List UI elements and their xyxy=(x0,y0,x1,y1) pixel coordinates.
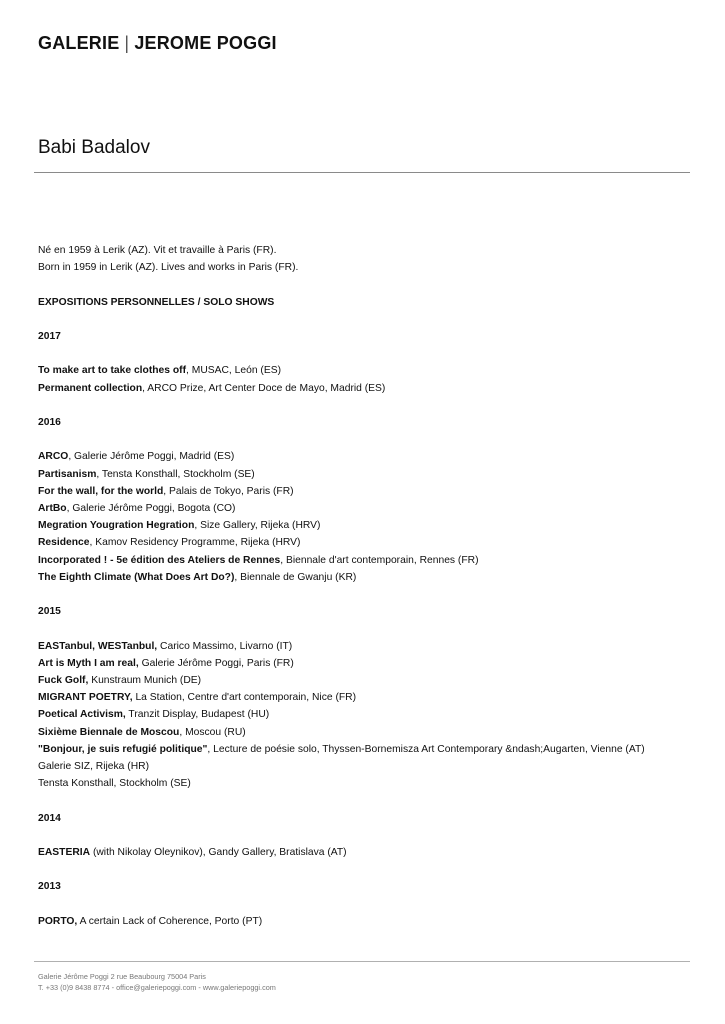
exhibition-item xyxy=(38,517,698,534)
cv-content xyxy=(38,242,698,930)
exhibition-venue: , Tensta Konsthall, Stockholm (SE) xyxy=(96,468,255,480)
exhibition-title: For the wall, for the world xyxy=(38,485,164,497)
exhibition-venue: , ARCO Prize, Art Center Doce de Mayo, Madrid (ES) xyxy=(142,382,386,394)
exhibition-title: PORTO, xyxy=(38,915,78,927)
exhibition-title: Sixième Biennale de Moscou xyxy=(38,726,180,738)
exhibition-venue: (with Nikolay Oleynikov), Gandy Gallery, Bratislava (AT) xyxy=(90,846,347,858)
exhibition-item xyxy=(38,775,698,792)
year-heading: 2014 xyxy=(38,812,61,824)
footer-contact: T. +33 (0)9 8438 8774 - office@galeriepoggi.com - www.galeriepoggi.com xyxy=(38,983,276,992)
exhibition-venue: Carico Massimo, Livarno (IT) xyxy=(157,640,293,652)
exhibition-venue: , Galerie Jérôme Poggi, Bogota (CO) xyxy=(66,502,236,514)
year-heading: 2013 xyxy=(38,881,61,893)
exhibition-title: Partisanism xyxy=(38,468,97,480)
exhibition-venue: La Station, Centre d'art contemporain, Nice (FR) xyxy=(132,692,357,704)
exhibition-title: "Bonjour, je suis refugié politique" xyxy=(38,743,208,755)
exhibition-venue: , Lecture de poésie solo, Thyssen-Bornemisza Art Contemporary &ndash;Augarten, Vienne (AT) xyxy=(207,743,645,755)
exhibition-item xyxy=(38,466,698,483)
logo-galerie: GALERIE xyxy=(38,33,120,53)
exhibition-item xyxy=(38,844,698,861)
exhibition-venue: A certain Lack of Coherence, Porto (PT) xyxy=(77,915,263,927)
bio-english: Born in 1959 in Lerik (AZ). Lives and works in Paris (FR). xyxy=(38,262,299,274)
exhibition-item xyxy=(38,913,698,930)
artist-name: Babi Badalov xyxy=(38,137,150,158)
exhibition-item xyxy=(38,362,698,379)
exhibition-venue: , Biennale d'art contemporain, Rennes (FR) xyxy=(280,554,479,566)
gallery-logo xyxy=(38,33,277,54)
exhibition-venue: Tensta Konsthall, Stockholm (SE) xyxy=(38,778,191,790)
exhibition-title: Fuck Golf, xyxy=(38,674,89,686)
exhibition-venue: Galerie Jérôme Poggi, Paris (FR) xyxy=(138,657,294,669)
exhibition-venue: , Biennale de Gwanju (KR) xyxy=(234,571,357,583)
section-title: EXPOSITIONS PERSONNELLES / SOLO SHOWS xyxy=(38,296,275,308)
exhibition-venue: , MUSAC, León (ES) xyxy=(186,365,282,377)
year-heading: 2017 xyxy=(38,330,61,342)
year-heading: 2016 xyxy=(38,416,61,428)
exhibition-title: Permanent collection xyxy=(38,382,143,394)
bio-french: Né en 1959 à Lerik (AZ). Vit et travaille à Paris (FR). xyxy=(38,245,277,256)
exhibition-item xyxy=(38,672,698,689)
exhibition-title: The Eighth Climate (What Does Art Do?) xyxy=(38,571,235,583)
exhibition-title: Megration Yougration Hegration xyxy=(38,520,195,532)
exhibition-title: Incorporated ! - 5e édition des Ateliers de Rennes xyxy=(38,554,281,566)
exhibition-item xyxy=(38,569,698,586)
exhibition-item xyxy=(38,500,698,517)
exhibition-title: MIGRANT POETRY, xyxy=(38,692,133,704)
exhibition-title: Poetical Activism, xyxy=(38,709,126,721)
exhibition-years xyxy=(38,311,698,930)
exhibition-item xyxy=(38,741,698,758)
exhibition-item xyxy=(38,724,698,741)
exhibition-item xyxy=(38,638,698,655)
exhibition-item xyxy=(38,483,698,500)
header-divider xyxy=(34,172,690,173)
logo-separator: | xyxy=(124,33,130,53)
exhibition-title: EASTERIA xyxy=(38,846,91,858)
exhibition-item xyxy=(38,689,698,706)
exhibition-item xyxy=(38,534,698,551)
exhibition-title: Residence xyxy=(38,537,90,549)
exhibition-title: To make art to take clothes off xyxy=(38,365,187,377)
exhibition-venue: , Galerie Jérôme Poggi, Madrid (ES) xyxy=(68,451,235,463)
year-heading: 2015 xyxy=(38,606,61,618)
exhibition-title: ArtBo xyxy=(38,502,67,514)
footer-divider xyxy=(34,961,690,962)
exhibition-item xyxy=(38,380,698,397)
exhibition-title: EASTanbul, WESTanbul, xyxy=(38,640,158,652)
exhibition-venue: , Size Gallery, Rijeka (HRV) xyxy=(194,520,321,532)
exhibition-venue: , Kamov Residency Programme, Rijeka (HRV) xyxy=(89,537,301,549)
exhibition-item xyxy=(38,448,698,465)
footer xyxy=(38,971,276,993)
exhibition-venue: Tranzit Display, Budapest (HU) xyxy=(125,709,270,721)
exhibition-title: Art is Myth I am real, xyxy=(38,657,139,669)
exhibition-item xyxy=(38,706,698,723)
exhibition-item xyxy=(38,758,698,775)
exhibition-item xyxy=(38,552,698,569)
exhibition-venue: , Palais de Tokyo, Paris (FR) xyxy=(163,485,294,497)
exhibition-venue: Galerie SIZ, Rijeka (HR) xyxy=(38,760,149,772)
footer-address: Galerie Jérôme Poggi 2 rue Beaubourg 75004 Paris xyxy=(38,972,206,981)
exhibition-venue: Kunstraum Munich (DE) xyxy=(88,674,202,686)
exhibition-venue: , Moscou (RU) xyxy=(179,726,246,738)
exhibition-item xyxy=(38,655,698,672)
exhibition-title: ARCO xyxy=(38,451,69,463)
logo-jerome-poggi: JEROME POGGI xyxy=(134,33,277,53)
